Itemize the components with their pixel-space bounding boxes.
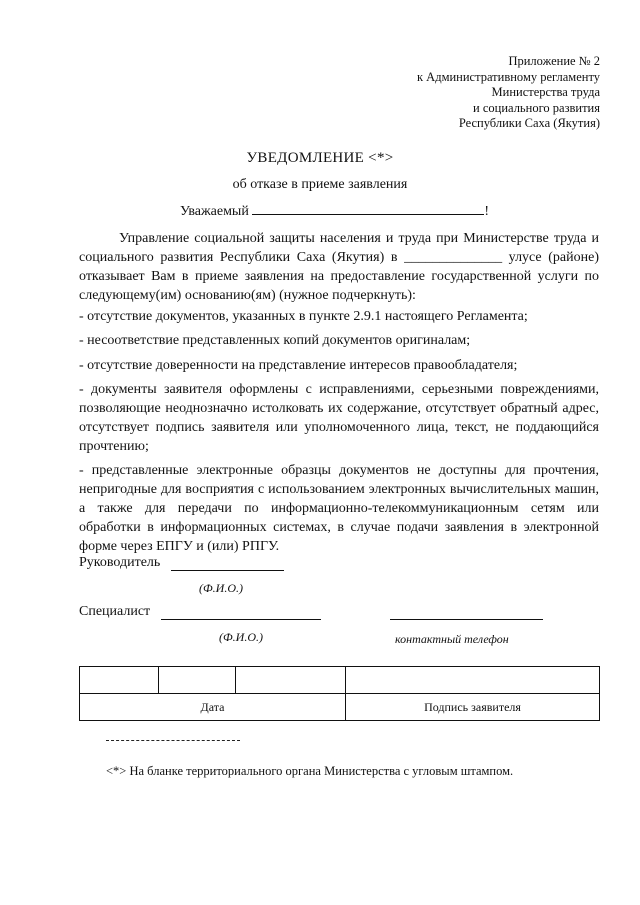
date-year-cell — [236, 667, 346, 694]
appendix-header — [417, 54, 600, 132]
head-signature-line — [171, 570, 284, 571]
date-signature-table — [79, 666, 600, 721]
reason-item: - отсутствие доверенности на представление интересов правообладателя; — [79, 358, 518, 373]
specialist-fio-caption: (Ф.И.О.) — [219, 630, 263, 644]
table-row — [80, 694, 600, 721]
reason-item: - несоответствие представленных копий документов оригиналам; — [79, 333, 471, 348]
reason-item: - отсутствие документов, указанных в пункте 2.9.1 настоящего Регламента; — [79, 309, 528, 324]
footnote-separator — [106, 740, 240, 741]
head-label: Руководитель — [79, 555, 161, 570]
reason-item: - документы заявителя оформлены с исправлениями, серьезными повреждениями, позволяющие неоднозначно истолковать их содержание, отсутствует обратный адрес, отсутствует подпись заявителя или уполномоченного лица, текст, не поддающийся прочтению; — [79, 382, 599, 454]
signature-label-cell: Подпись заявителя — [346, 694, 600, 721]
date-day-cell — [80, 667, 159, 694]
greeting-prefix: Уважаемый — [180, 204, 249, 219]
head-fio-caption: (Ф.И.О.) — [199, 581, 243, 595]
greeting — [180, 202, 489, 220]
document-subtitle: об отказе в приеме заявления — [232, 177, 408, 192]
appendix-line: Министерства труда — [491, 85, 600, 99]
signature-cell — [346, 667, 600, 694]
contact-phone-caption: контактный телефон — [395, 632, 509, 646]
table-row — [80, 667, 600, 694]
document-title: УВЕДОМЛЕНИЕ <*> — [246, 150, 394, 166]
date-month-cell — [159, 667, 236, 694]
intro-paragraph: Управление социальной защиты населения и труда при Министерстве труда и социального развития Республики Саха (Якутия) в ______________ улусе (районе) отказывает Вам в приеме заявления на предоставление государственной услуги по следующему(им) основанию(ям) (нужное подчеркнуть): — [79, 231, 599, 303]
reason-item: - представленные электронные образцы документов не доступны для прочтения, непригодные для восприятия с использованием электронных вычислительных машин, а также для передачи по информационно-телекоммуникационным сетям или обработки в информационных системах, в случае подачи заявления в электронной форме через ЕПГУ и (или) РПГУ. — [79, 463, 599, 554]
appendix-line: Приложение № 2 — [508, 54, 600, 68]
specialist-signature-line — [161, 619, 321, 620]
footnote: <*> На бланке территориального органа Министерства с угловым штампом. — [106, 764, 514, 778]
addressee-blank — [252, 202, 484, 215]
appendix-line: к Административному регламенту — [416, 69, 600, 84]
greeting-suffix: ! — [484, 204, 490, 219]
specialist-label: Специалист — [79, 604, 151, 619]
appendix-line: и социального развития — [473, 100, 600, 115]
appendix-line: Республики Саха (Якутия) — [458, 116, 600, 130]
date-label-cell: Дата — [80, 694, 346, 721]
phone-line — [390, 619, 543, 620]
